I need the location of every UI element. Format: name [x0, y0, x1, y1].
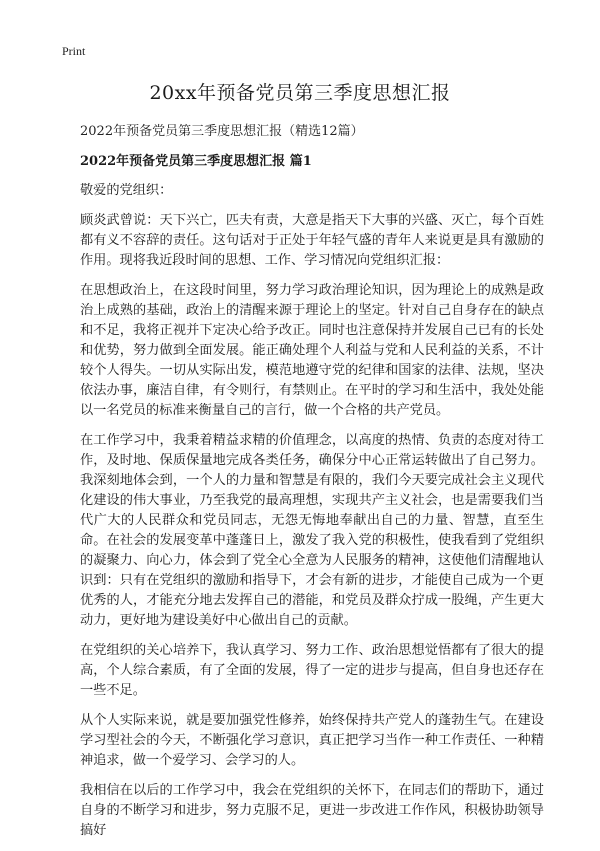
paragraph: 在工作学习中，我秉着精益求精的价值理念，以高度的热情、负责的态度对待工作，及时地、保质保量地完成各类任务，确保分中心正常运转做出了自己努力。我深刻地体会到，一个人的力量和智慧是有限的，我们今天要完成社会主义现代化建设的伟大事业，乃至我党的最高理想，实现共产主义社会，也是需要我们当代广大的人民群众和党员同志，无怨无悔地奉献出自己的力量、智慧，直至生命。在社会的发展变革中蓬蓬日上，激发了我入党的积极性，使我看到了党组织的凝聚力、向心力，体会到了党全心全意为人民服务的精神，这使他们清醒地认识到：只有在党组织的激励和指导下，才会有新的进步，才能使自己成为一个更优秀的人，才能充分地去发挥自己的潜能，和党员及群众拧成一股绳，产生更大动力，更好地为建设美好中心做出自己的贡献。 [80, 433, 544, 628]
paragraph: 从个人实际来说，就是要加强党性修养，始终保持共产党人的蓬勃生气。在建设学习型社会的今天，不断强化学习意识，真正把学习当作一种工作责任、一种精神追求，做一个爱学习、会学习的人。 [80, 713, 544, 768]
salutation: 敬爱的党组织： [80, 183, 173, 198]
print-link[interactable]: Print [62, 44, 86, 58]
paragraph: 顾炎武曾说：天下兴亡，匹夫有责，大意是指天下大事的兴盛、灭亡，每个百姓都有义不容辞的责任。这句话对于正处于年轻气盛的青年人来说更是具有激励的作用。现将我近段时间的思想、工作、学习情况向党组织汇报： [80, 213, 544, 268]
article-body [80, 181, 544, 851]
paragraph: 我相信在以后的工作学习中，我会在党组织的关怀下，在同志们的帮助下，通过自身的不断学习和进步，努力克服不足，更进一步改进工作作风，积极协助领导搞好 [80, 783, 544, 838]
section-heading: 2022年预备党员第三季度思想汇报 篇1 [80, 154, 312, 169]
paragraph: 在思想政治上，在这段时间里，努力学习政治理论知识，因为理论上的成熟是政治上成熟的基础，政治上的清醒来源于理论上的坚定。针对自己自身存在的缺点和不足，我将正视并下定决心给予改正。同时也注意保持并发展自己已有的长处和优势，努力做到全面发展。能正确处理个人利益与党和人民利益的关系，不计较个人得失。一切从实际出发，模范地遵守党的纪律和国家的法律、法规，坚决依法办事，廉洁自律，有令则行，有禁则止。在平时的学习和生活中，我处处能以一名党员的标准来衡量自己的言行，做一个合格的共产党员。 [80, 283, 544, 418]
page-title: 20xx年预备党员第三季度思想汇报 [149, 82, 451, 104]
document-subtitle: 2022年预备党员第三季度思想汇报（精选12篇） [80, 124, 364, 139]
paragraph: 在党组织的关心培养下，我认真学习、努力工作、政治思想觉悟都有了很大的提高，个人综合素质，有了全面的发展，得了一定的进步与提高，但自身也还存在一些不足。 [80, 643, 544, 698]
